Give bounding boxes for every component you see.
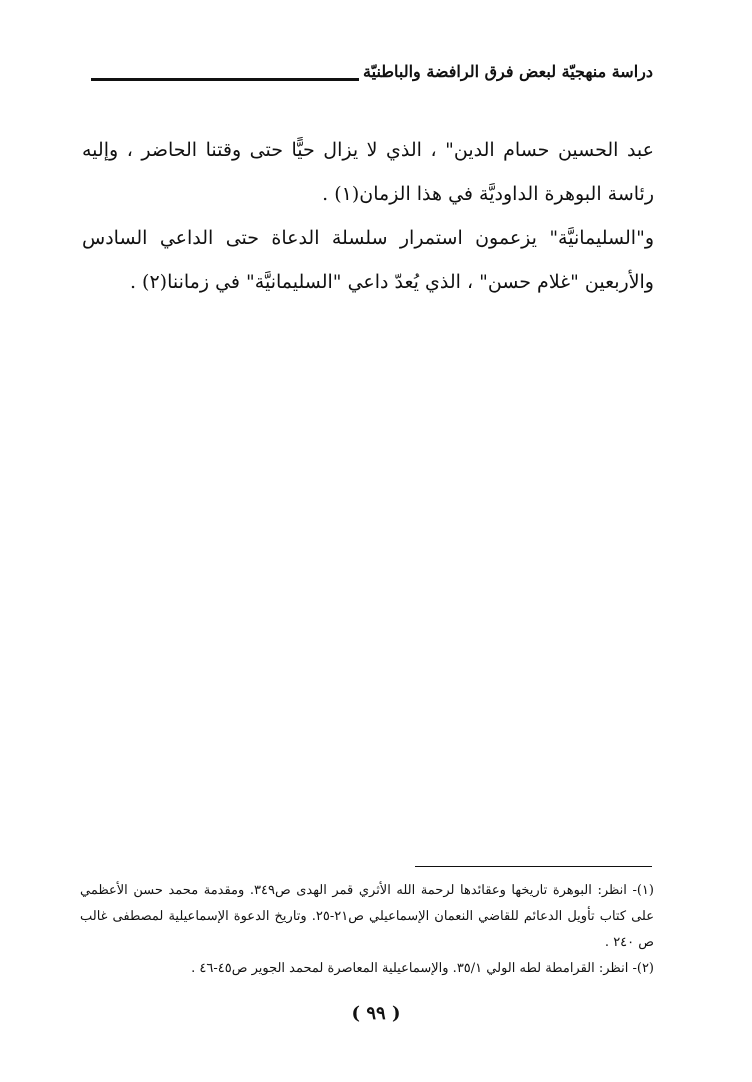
footnotes	[80, 878, 654, 982]
running-header	[85, 62, 653, 92]
paragraph: و"السليمانيَّة" يزعمون استمرار سلسلة الدعاة حتى الداعي السادس والأربعين "غلام حسن" ، الذي يُعدّ داعي "السليمانيَّة" في زماننا(٢) .	[82, 227, 654, 293]
footnote: (٢)- انظر: القرامطة لطه الولي ٣٥/١. والإسماعيلية المعاصرة لمحمد الجوير ص٤٥-٤٦ .	[191, 961, 654, 976]
footnote-separator	[415, 866, 652, 867]
footnote: (١)- انظر: البوهرة تاريخها وعقائدها لرحمة الله الأثري قمر الهدى ص٣٤٩. ومقدمة محمد حسن الأعظمي على كتاب تأويل الدعائم للقاضي النعمان الإسماعيلي ص٢١-٢٥. وتاريخ الدعوة الإسماعيلية لمصطفى غالب ص ٢٤٠ .	[80, 883, 654, 950]
main-text	[82, 128, 654, 304]
page-number: ( ٩٩ )	[351, 1003, 401, 1024]
paragraph: عبد الحسين حسام الدين" ، الذي لا يزال حيًّا حتى وقتنا الحاضر ، وإليه رئاسة البوهرة الداوديَّة في هذا الزمان(١) .	[82, 139, 654, 205]
header-rule	[91, 78, 359, 81]
header-title: دراسة منهجيّة لبعض فرق الرافضة والباطنيّة	[363, 62, 653, 81]
